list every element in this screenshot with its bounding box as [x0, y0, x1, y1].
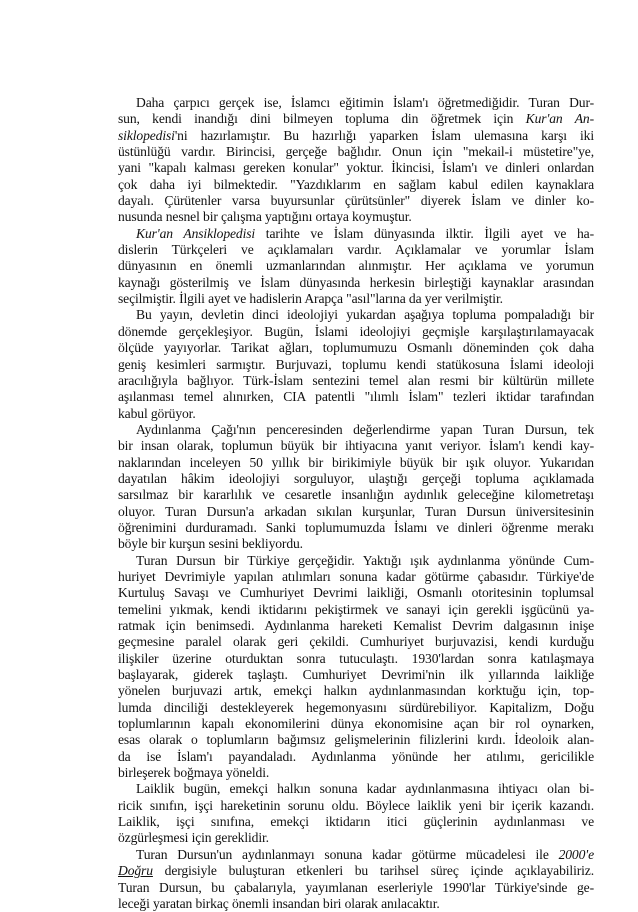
- text-segment: da ise İslam'ı payandaladı. Aydınlanma yönünde her atılımı, gericilikle: [118, 748, 594, 764]
- paragraph: [118, 307, 594, 421]
- text-segment: dergisiyle buluşturan etkenleri bu tarihsel süreç içinde açıklayabiliriz.: [152, 863, 594, 879]
- text-segment: Doğru: [118, 863, 153, 879]
- text-segment: özgürleşmesi için gereklidir.: [118, 830, 269, 846]
- text-line: [118, 847, 594, 863]
- text-line: [118, 896, 594, 912]
- text-line: [118, 373, 594, 389]
- text-line: [118, 667, 594, 683]
- text-line: [118, 536, 594, 552]
- text-segment: aşılanması temel alınırken, CIA patentli "ılımlı İslam" tezleri iktidar tarafından: [118, 389, 594, 405]
- text-line: [118, 700, 594, 716]
- text-line: [118, 520, 594, 536]
- text-line: [118, 128, 594, 144]
- text-segment: oluyor. Turan Dursun'a arkadan sıkılan kurşunlar, Turan Dursun üniversitesinin: [118, 503, 594, 519]
- text-line: [118, 781, 594, 797]
- text-line: [118, 585, 594, 601]
- text-segment: huriyet Devrimiyle yapılan atılımları sonuna kadar götürme çabasıdır. Türkiye'de: [118, 568, 594, 584]
- text-segment: çok daha iyi bilmektedir. "Yazdıklarım en sağlam kabul edilen kaynaklara: [118, 176, 594, 192]
- paragraph: [118, 781, 594, 846]
- text-segment: Laiklik, işçi sınıfına, emekçi iktidarın itici güçlerinin aydınlanması ve: [118, 814, 594, 830]
- text-line: [118, 504, 594, 520]
- text-line: [118, 258, 594, 274]
- text-segment: ricik sınıfın, işçi hareketinin sorunu oldu. Böylece laiklik yeni bir içerik kazandı.: [118, 797, 594, 813]
- text-segment: dislerin Türkçeleri ve açıklamaları vardır. Açıklamalar ve yorumlar İslam: [118, 242, 594, 258]
- paragraph: [118, 226, 594, 308]
- text-segment: ölçüde yayıyorlar. Tarikat ağları, toplumumuzu Osmanlı döneminden çok daha: [118, 340, 594, 356]
- text-segment: geniş kesimleri sarmıştır. Burjuvazi, toplumu kendi statükosuna İslami ideoloji: [118, 356, 594, 372]
- text-segment: Turan Dursun bir Türkiye gerçeğidir. Yaktığı ışık aydınlanma yönünde Cum-: [136, 552, 594, 568]
- text-line: [118, 340, 594, 356]
- text-line: [118, 863, 594, 879]
- text-line: [118, 602, 594, 618]
- text-line: [118, 193, 594, 209]
- text-line: [118, 307, 594, 323]
- text-segment: dayalı. Çürütenler varsa buyursunlar çürütsünler" diyerek İslam ve dinler ko-: [118, 193, 594, 209]
- text-segment: geçmesine paralel olarak geri çekildi. Cumhuriyet burjuvazisi, kendi kurduğu: [118, 634, 594, 650]
- text-line: [118, 406, 594, 422]
- body-text: [118, 95, 594, 912]
- text-line: [118, 177, 594, 193]
- text-segment: üstünlüğü vardır. Birincisi, gerçeğe bağlıdır. Onun için "mekail-i müstetire"ye,: [118, 144, 594, 160]
- text-segment: temelini yıkmak, kendi iktidarını pekiştirmek ve sanayi için gerekli işgücünü ya-: [118, 601, 594, 617]
- text-segment: dünyasının en önemli uzmanlarından alınmıştır. Her açıklama ve yorumun: [118, 258, 594, 274]
- text-segment: Aydınlanma Çağı'nın penceresinden değerlendirme yapan Turan Dursun, tek: [136, 421, 594, 437]
- text-line: [118, 357, 594, 373]
- text-line: [118, 880, 594, 896]
- text-line: [118, 716, 594, 732]
- text-segment: lumda dinciliği destekleyerek hegemonyasını sürdürebiliyor. Kapitalizm, Doğu: [118, 699, 594, 715]
- text-segment: dayatılan hâkim ideolojiyi sorguluyor, ulaştığı gerçeği topluma açıklamada: [118, 470, 594, 486]
- text-line: [118, 226, 594, 242]
- text-line: [118, 422, 594, 438]
- text-segment: leceği yaratan birkaç önemli insandan biri olarak anılacaktır.: [118, 895, 440, 911]
- text-segment: Laiklik bugün, emekçi halkın sonuna kadar aydınlanmasına ihtiyacı olan bi-: [136, 781, 594, 797]
- text-segment: Turan Dursun'un aydınlanmayı sonuna kadar götürme mücadelesi ile: [136, 846, 559, 862]
- text-segment: toplumlarının kapalı ekonomilerini dünya ekonomisine açan bir rol oynarken,: [118, 716, 594, 732]
- text-segment: naklarından inceleyen 50 yıllık bir birikimiyle büyük bir ışık oluyor. Yukarıdan: [118, 454, 594, 470]
- text-line: [118, 209, 594, 225]
- text-line: [118, 634, 594, 650]
- text-segment: yani "kapalı kalması gereken konular" yoktur. İkincisi, İslam'ı ve dinleri onlardan: [118, 160, 594, 176]
- text-segment: sarsılmaz bir kararlılık ve cesaretle insanlığın aydınlık geleceğine kilometretaşı: [118, 487, 594, 503]
- text-line: [118, 160, 594, 176]
- text-segment: esas olarak o toplumların bağımsız gelişmelerinin filizlerini kırdı. İdeoloik alan-: [118, 732, 594, 748]
- text-line: [118, 389, 594, 405]
- text-line: [118, 144, 594, 160]
- text-line: [118, 291, 594, 307]
- text-line: [118, 618, 594, 634]
- text-line: [118, 814, 594, 830]
- text-segment: nusunda nesnel bir çalışma yaptığını ortaya koymuştur.: [118, 209, 412, 225]
- text-line: [118, 471, 594, 487]
- text-segment: öğrenimini durduramadı. Sanki toplumumuzda İslamı ve dinleri öğrenme merakı: [118, 519, 594, 535]
- text-segment: Bu yayın, devletin dinci ideolojiyi yukardan aşağıya topluma pompaladığı bir: [136, 307, 594, 323]
- paragraph: [118, 553, 594, 782]
- text-line: [118, 553, 594, 569]
- text-line: [118, 438, 594, 454]
- text-segment: dönemde gerçekleşiyor. Bugün, İslami ideolojiyi geçmişle karşılaştırılamayacak: [118, 323, 594, 339]
- text-segment: 2000'e: [558, 846, 594, 862]
- paragraph: [118, 847, 594, 912]
- text-segment: kaynağı gösterilmiş ve İslam dünyasında herkesin birleştiği kaynaklar arasından: [118, 274, 594, 290]
- text-segment: kabul görüyor.: [118, 405, 196, 421]
- text-line: [118, 749, 594, 765]
- text-line: [118, 487, 594, 503]
- text-line: [118, 324, 594, 340]
- paragraph: [118, 422, 594, 553]
- text-line: [118, 651, 594, 667]
- text-line: [118, 242, 594, 258]
- text-segment: siklopedisi: [118, 127, 175, 143]
- text-line: [118, 732, 594, 748]
- text-segment: sun, kendi inandığı dini bilmeyen topluma din öğretmek için: [118, 111, 526, 127]
- text-line: [118, 569, 594, 585]
- text-segment: Turan Dursun, bu çabalarıyla, yayımlanan eserleriyle 1990'lar Türkiye'sinde ge-: [118, 879, 594, 895]
- text-line: [118, 830, 594, 846]
- text-segment: yönelen burjuvazi artık, emekçi halkın aydınlanmasından korktuğu için, top-: [118, 683, 594, 699]
- text-segment: Daha çarpıcı gerçek ise, İslamcı eğitimin İslam'ı öğretmediğidir. Turan Dur-: [136, 95, 594, 110]
- text-segment: Kur'an An-: [525, 111, 594, 127]
- text-segment: 'ni hazırlamıştır. Bu hazırlığı yaparken İslam ulemasına karşı iki: [174, 127, 594, 143]
- paragraph: [118, 95, 594, 226]
- text-segment: birleşerek boğmaya yöneldi.: [118, 765, 270, 781]
- text-segment: bir insan olarak, toplumun büyük bir ihtiyacına yanıt veriyor. İslam'ı kendi kay-: [118, 438, 594, 454]
- text-segment: tarihte ve İslam dünyasında ilktir. İlgili ayet ve ha-: [255, 225, 594, 241]
- text-line: [118, 111, 594, 127]
- text-segment: böyle bir kurşun sesini bekliyordu.: [118, 536, 303, 552]
- text-line: [118, 95, 594, 111]
- text-segment: seçilmiştir. İlgili ayet ve hadislerin Arapça "asıl"larına da yer verilmiştir.: [118, 291, 503, 307]
- text-line: [118, 798, 594, 814]
- text-segment: aracılığıyla bağlıyor. Türk-İslam sentezini temel alan resmi bir kültürün millete: [118, 372, 594, 388]
- text-segment: ilişkiler üzerine oturduktan sonra tutuculaştı. 1930'lardan sonra katılaşmaya: [118, 650, 594, 666]
- text-segment: Kur'an Ansiklopedisi: [136, 225, 256, 241]
- text-segment: ratmak için benimsedi. Aydınlanma hareketi Kemalist Devrim dalgasının inişe: [118, 618, 594, 633]
- text-line: [118, 765, 594, 781]
- text-line: [118, 275, 594, 291]
- text-line: [118, 455, 594, 471]
- text-segment: başlayarak, giderek taşlaştı. Cumhuriyet Devrimi'nin ilk yıllarında laikliğe: [118, 667, 594, 683]
- text-line: [118, 683, 594, 699]
- text-segment: Kurtuluş Savaşı ve Cumhuriyet Devrimi laikliği, Osmanlı otoritesinin toplumsal: [118, 585, 594, 601]
